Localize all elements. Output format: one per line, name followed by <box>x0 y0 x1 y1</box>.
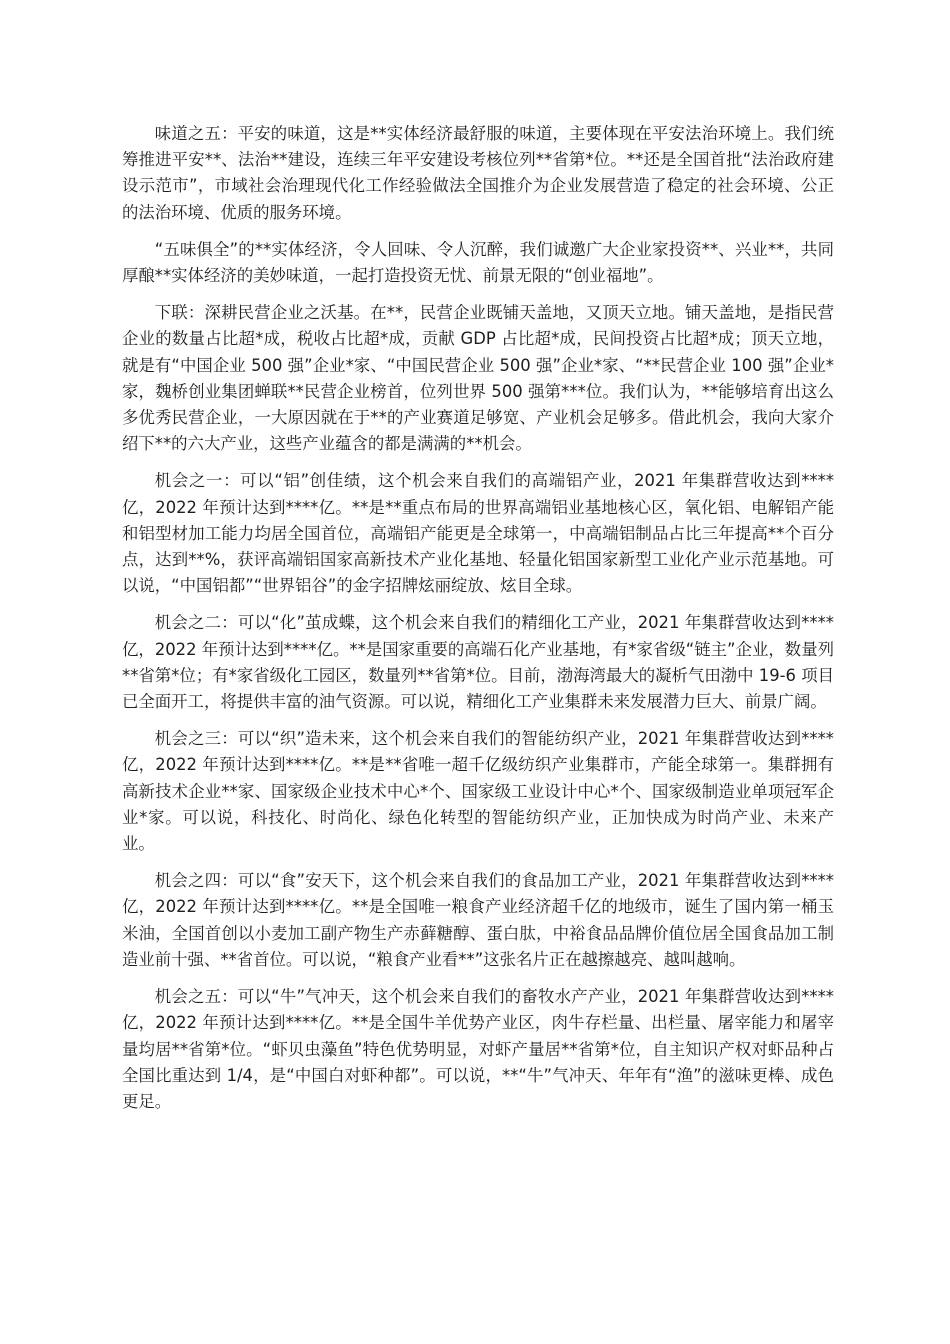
document-body <box>122 121 834 1126</box>
paragraph-opportunity-three <box>122 726 834 857</box>
paragraph-second-couplet <box>122 300 834 457</box>
paragraph-text: 深耕民营企业之沃基。在**，民营企业既铺天盖地，又顶天立地。铺天盖地，是指民营企业的数量占比超*成，税收占比超*成，贡献 GDP 占比超*成，民间投资占比超*成；顶天立地，就是有“中国企业 500 强”企业*家、“中国民营企业 500 强”企业*家、“**民营企业 100 强”企业*家，魏桥创业集团蝉联**民营企业榜首，位列世界 500 强第***位。我们认为，**能够培育出这么多优秀民营企业，一大原因就在于**的产业赛道足够宽、产业机会足够多。借此机会，我向大家介绍下**的六大产业，这些产业蕴含的都是满满的**机会。 <box>122 303 835 454</box>
paragraph-opportunity-five <box>122 984 834 1115</box>
paragraph-opportunity-two <box>122 610 834 715</box>
paragraph-lead: 味道之五： <box>154 124 238 143</box>
paragraph-lead: 机会之一： <box>154 471 241 491</box>
paragraph-text: 可以“织”造未来，这个机会来自我们的智能纺织产业，2021 年集群营收达到****亿，2022 年预计达到****亿。**是**省唯一超千亿级纺织产业集群市，产能全球第一。集群拥有高新技术企业**家、国家级企业技术中心*个、国家级工业设计中心*个、国家级制造业单项冠军企业*家。可以说，科技化、时尚化、绿色化转型的智能纺织产业，正加快成为时尚产业、未来产业。 <box>122 729 835 854</box>
paragraph-text: 可以“铝”创佳绩，这个机会来自我们的高端铝产业，2021 年集群营收达到****亿，2022 年预计达到****亿。**是**重点布局的世界高端铝业基地核心区，氧化铝、电解铝产能和铝型材加工能力均居全国首位，高端铝产能更是全球第一，中高端铝制品占比三年提高**个百分点，达到**%，获评高端铝国家高新技术产业化基地、轻量化铝国家新型工业化产业示范基地。可以说，“中国铝都”“世界铝谷”的金字招牌炫丽绽放、炫目全球。 <box>122 471 835 596</box>
paragraph-flavor-five <box>122 121 834 226</box>
paragraph-opportunity-four <box>122 868 834 973</box>
paragraph-opportunity-one <box>122 468 834 599</box>
paragraph-text: 可以“牛”气冲天，这个机会来自我们的畜牧水产产业，2021 年集群营收达到****亿，2022 年预计达到****亿。**是全国牛羊优势产业区，肉牛存栏量、出栏量、屠宰能力和屠宰量均居**省第*位。“虾贝虫藻鱼”特色优势明显，对虾产量居**省第*位，自主知识产权对虾品种占全国比重达到 1/4，是“中国白对虾种都”。可以说，**“牛”气冲天、年年有“渔”的滋味更棒、成色更足。 <box>122 987 835 1111</box>
paragraph-text: 可以“化”茧成蝶，这个机会来自我们的精细化工产业，2021 年集群营收达到****亿，2022 年预计达到****亿。**是国家重要的高端石化产业基地，有*家省级“链主”企业，数量列**省第*位；有*家省级化工园区，数量列**省第*位。目前，渤海湾最大的凝析气田渤中 19-6 项目已全面开工，将提供丰富的油气资源。可以说，精细化工产业集群未来发展潜力巨大、前景广阔。 <box>122 613 835 712</box>
paragraph-text: 平安的味道，这是**实体经济最舒服的味道，主要体现在平安法治环境上。我们统筹推进平安**、法治**建设，连续三年平安建设考核位列**省第*位。**还是全国首批“法治政府建设示范市”，市域社会治理现代化工作经验做法全国推介为企业发展营造了稳定的社会环境、公正的法治环境、优质的服务环境。 <box>122 124 835 222</box>
paragraph-text: “五味俱全”的**实体经济，令人回味、令人沉醉，我们诚邀广大企业家投资**、兴业**，共同厚酿**实体经济的美妙味道，一起打造投资无忧、前景无限的“创业福地”。 <box>122 239 834 286</box>
paragraph-lead: 机会之四： <box>154 871 238 891</box>
paragraph-lead: 下联： <box>154 303 205 323</box>
paragraph-lead: 机会之二： <box>154 613 238 633</box>
paragraph-lead: 机会之三： <box>154 729 238 749</box>
paragraph-text: 可以“食”安天下，这个机会来自我们的食品加工产业，2021 年集群营收达到****亿，2022 年预计达到****亿。**是全国唯一粮食产业经济超千亿的地级市，诞生了国内第一桶玉米油，全国首创以小麦加工副产物生产赤藓糖醇、蛋白肽，中裕食品品牌价值位居全国食品加工制造业前十强、**省首位。可以说，“粮食产业看**”这张名片正在越擦越亮、越叫越响。 <box>122 871 835 969</box>
paragraph-lead: 机会之五： <box>154 987 238 1007</box>
paragraph-invitation <box>122 237 834 289</box>
